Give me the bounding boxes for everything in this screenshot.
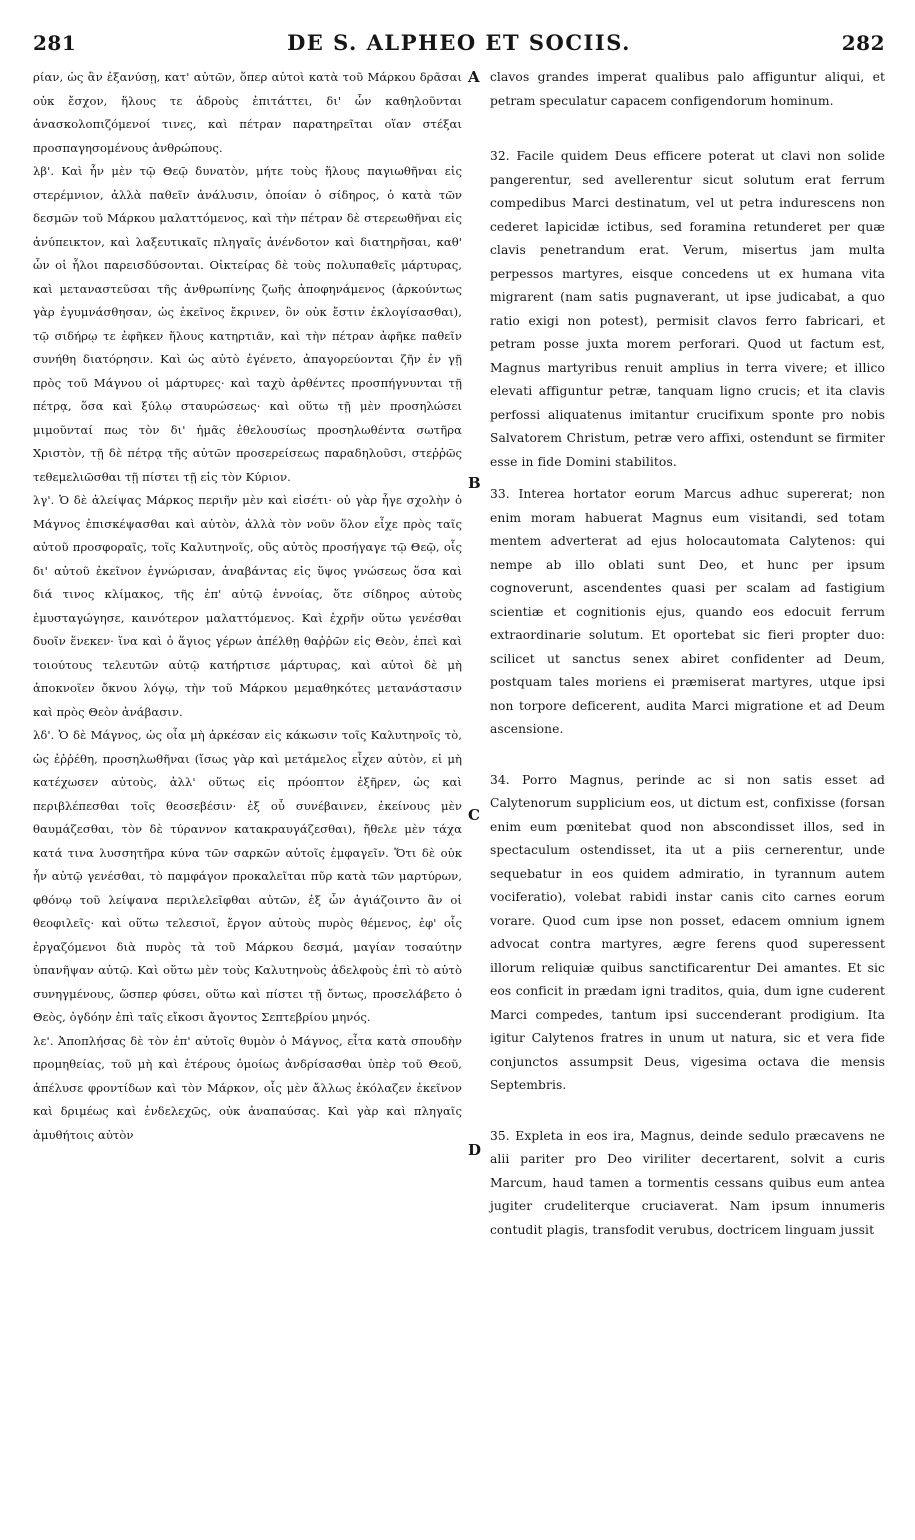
margin-gutter: [462, 66, 490, 1242]
paragraph-spacer: [490, 113, 885, 145]
latin-column: [490, 66, 885, 1242]
margin-marker-c: C: [468, 806, 480, 824]
right-page-number: 282: [841, 31, 885, 55]
greek-paragraph-33: λγ'. Ὁ δὲ ἀλείψας Μάρκος περιῆν μὲν καὶ εἰσέτι· οὐ γὰρ ἦγε σχολὴν ὁ Μάγνος ἐπισκέψασθαι καὶ αὐτὸν, ἀλλὰ τὸν νοῦν ὅλον εἶχε πρὸς ταῖς αὐτοῦ προσφοραῖς, τοῖς Καλυτηνοῖς, οὓς αὐτὸς προσήγαγε τῷ Θεῷ, οἷς δι' αὐτοῦ ἐκεῖνον ἐγνώρισαν, ἀναβάντας εἰς ὕψος γνώσεως ὅσα καὶ διά τινος κλίμακος, τῆς ἐπ' αὐτῷ ἐννοίας, ὅτε σίδηρος αὐτοὺς ἐμυσταγώγησε, καινότερον μαλαττόμενος. Καὶ ἐχρῆν οὕτω γενέσθαι δυοῖν ἕνεκεν· ἵνα καὶ ὁ ἅγιος γέρων ἀπέλθῃ θαῤῥῶν εἰς Θεὸν, ἐπεὶ καὶ τοιούτους τελευτῶν αὐτῷ κατήρτισε μάρτυρας, καὶ αὐτοὶ δὲ μὴ ἀποκνοῖεν ὄκνου λόγῳ, τὴν τοῦ Μάρκου μεμαθηκότες μετανάστασιν καὶ πρὸς Θεὸν ἀνάβασιν.: [33, 493, 462, 719]
latin-paragraph-32: 32. Facile quidem Deus efficere poterat ut clavi non solide pangerentur, sed avellerentur sicut solutum erat ferrum compedibus Marci destinatum, vel ut petra indurescens non cederet lapicidæ ictibus, sed foramina retunderet per quæ clavis penetrandum erat. Verum, misertus jam multa perpessos martyres, eisque concedens ut ex humana vita migrarent (nam satis pugnaverant, ut ipse judicabat, a quo ratio exigi non potest), permisit clavos ferro fabricari, et petram posse juxta morem perforari. Quod ut factum est, Magnus martyribus renuit amplius in terra vivere; et illico elevati affiguntur petræ, tanquam ligno crucis; et ita clavis perfossi aliquatenus imitantur crucifixum sponte pro nobis Salvatorem Christum, petræ vero affixi, ostendunt se firmiter esse in fide Domini stabilitos.: [489, 149, 886, 469]
latin-paragraph-34: 34. Porro Magnus, perinde ac si non satis esset ad Calytenorum supplicium eos, ut dictum est, confixisse (forsan enim eum pœnitebat quod non abscondisset illos, sed in spectaculum ostendisset, ita ut a piis cernerentur, unde sequebatur in eos quidem admiratio, in tyrannum autem vociferatio), volebat rabidi instar canis cito carnes eorum vorare. Quod cum ipse non posset, edacem omnium ignem advocat contra martyres, ægre ferens quod superessent illorum reliquiæ quibus sanctificarentur Dei amantes. Et sic eos conficit in prædam igni traditos, quia, dum igne cuderent Marci compedes, tantum ipsi succenderant prodigium. Ita igitur Calytenos fratres in unum ut natura, sic et vera fide conjunctos assumpsit Deus, vigesima octava die mensis Septembris.: [489, 772, 886, 1092]
margin-marker-b: B: [468, 474, 481, 492]
greek-paragraph-32: λβ'. Καὶ ἦν μὲν τῷ Θεῷ δυνατὸν, μήτε τοὺς ἥλους παγιωθῆναι εἰς στερέμνιον, ἀλλὰ παθεῖν ἀνάλυσιν, ὁποίαν ὁ σίδηρος, ὁ κατὰ τῶν δεσμῶν τοῦ Μάρκου μαλαττόμενος, καὶ τὴν πέτραν δὲ στερεωθῆναι εἰς ἀνύπεικτον, καὶ λαξευτικαῖς πληγαῖς ἀνένδοτον καὶ διατηρῆσαι, καθ' ὧν οἱ ἧλοι παρεισδύσονται. Οἰκτείρας δὲ τοὺς πολυπαθεῖς μάρτυρας, καὶ μεταναστεῦσαι τῆς ἀνθρωπίνης ζωῆς ἀποφηνάμενος (ἀρκούντως γὰρ ἐγυμνάσθησαν, ὡς ἐκεῖνος ἔκρινεν, ὃν οὐκ ἔστιν ἐκλογίσασθαι), τῷ σιδήρῳ τε ἐφῆκεν ἥλους κατηρτιᾶν, καὶ τὴν πέτραν ἀφῆκε παθεῖν συνήθη διατόρησιν. Καὶ ὡς αὐτὸ ἐγένετο, ἀπαγορεύονται ζῆν ἐν γῇ πρὸς τοῦ Μάγνου οἱ μάρτυρες· καὶ ταχὺ ἀρθέντες προσπήγνυνται τῇ πέτρᾳ, ὅσα καὶ ξύλῳ σταυρώσεως· καὶ οὕτω τῇ μὲν προσηλώσει μιμοῦνταί πως τὸν δι' ἡμᾶς ἐθελουσίως προσηλωθέντα σωτῆρα Χριστὸν, τῇ δὲ πέτρᾳ τῆς αὐτῶν προσερείσεως παραδηλοῦσι, στεῤῥῶς τεθεμελιῶσθαι τῇ πίστει τῇ εἰς τὸν Κύριον.: [33, 164, 462, 484]
running-title: DE S. ALPHEO ET SOCIIS.: [287, 30, 631, 55]
greek-paragraph-35: λε'. Ἀποπλήσας δὲ τὸν ἐπ' αὐτοῖς θυμὸν ὁ Μάγνος, εἶτα κατὰ σπουδὴν προμηθείας, τοῦ μὴ καὶ ἑτέρους ὁμοίως ἀνδρίσασθαι ὑπὲρ τοῦ Θεοῦ, ἀπέλυσε φροντίδων καὶ τὸν Μάρκον, οἷς μὲν ἄλλως ἐκόλαζεν ἐκεῖνον καὶ δριμέως καὶ ἐνδελεχῶς, οὐκ ἀναπαύσας. Καὶ γὰρ καὶ πληγαῖς ἀμυθήτοις αὐτὸν: [33, 1033, 462, 1142]
margin-marker-a: A: [468, 68, 480, 86]
two-column-body: [33, 66, 885, 1242]
greek-paragraph-34: λδ'. Ὁ δὲ Μάγνος, ὡς οἷα μὴ ἀρκέσαν εἰς κάκωσιν τοῖς Καλυτηνοῖς τὸ, ὡς ἐῤῥέθη, προσηλωθῆναι (ἴσως γὰρ καὶ μετάμελος εἶχεν αὐτὸν, εἰ μὴ κατέχωσεν αὐτοὺς, ἀλλ' οὕτως εἰς πρόοπτον ἐξῆρεν, ὡς καὶ περιβλέπεσθαι τοῖς θεοσεβέσιν· ἐξ οὗ συνέβαινεν, ἐκείνους μὲν θαυμάζεσθαι, τὸν δὲ τύραννον κατακραυγάζεσθαι), ἤθελε μὲν τάχα κατά τινα λυσσητῆρα κύνα τῶν σαρκῶν αὐτοῖς ἐμφαγεῖν. Ὅτι δὲ οὐκ ἦν αὐτῷ γενέσθαι, τὸ παμφάγον προκαλεῖται πῦρ κατὰ τῶν μαρτύρων, φθόνῳ τοῦ λείψανα περιλελεῖφθαι αὐτῶν, ἐξ ὧν ἁγιάζοιντο ἂν οἱ θεοφιλεῖς· καὶ οὕτω τελεσιοῖ, ἔργον αὐτοὺς πυρὸς θέμενος, ἐφ' οἷς ἐργαζόμενοι διὰ πυρὸς τὰ τοῦ Μάρκου δεσμά, μαγίαν τοσαύτην ὑπανῆψαν αὐτῷ. Καὶ οὕτω μὲν τοὺς Καλυτηνοὺς ἀδελφοὺς ἐπὶ τὸ αὐτὸ συνηγμένους, ὥσπερ φύσει, οὕτω καὶ πίστει τῇ ὄντως, προσελάβετο ὁ Θεὸς, ὀγδόην ἐπὶ ταῖς εἴκοσι ἄγοντος Σεπτεβρίου μηνός.: [33, 728, 462, 1024]
greek-paragraph-31-tail: ρίαν, ὡς ἂν ἐξανύσῃ, κατ' αὐτῶν, ὅπερ αὐτοὶ κατὰ τοῦ Μάρκου δρᾶσαι οὐκ ἔσχον, ἥλους τε ἁδροὺς ἐπιτάττει, δι' ὧν καθηλοῦνται ἀνασκολοπιζόμενοί τινες, καὶ πέτραν παρατηρεῖται οἵαν στέξαι προσπαγησομένους ἀνθρώπους.: [33, 70, 462, 155]
left-page-number: 281: [33, 31, 77, 55]
greek-column: [33, 66, 462, 1242]
paragraph-spacer: [490, 742, 885, 769]
latin-paragraph-33: 33. Interea hortator eorum Marcus adhuc supererat; non enim moram habuerat Magnus eum visitandi, sed totam mentem adverterat ad ejus holocautomata Calytenos: qui nempe ab illo oblati sunt Deo, et hunc per ipsum cognoverunt, ascendentes quasi per scalam ad fastigium scientiæ et cognitionis ejus, quando eos edocuit ferrum extraordinarie solutum. Et oportebat sic fieri propter duo: scilicet ut sanctus senex abiret confidenter ad Deum, postquam tales moriens ei præmiserat martyres, utque ipsi non torpore deficerent, audita Marci migratione et ad Deum ascensione.: [489, 487, 886, 736]
latin-paragraph-31-tail: clavos grandes imperat qualibus palo affiguntur aliqui, et petram speculatur capacem configendorum hominum.: [489, 70, 886, 108]
running-header: [33, 30, 885, 60]
paragraph-spacer: [490, 474, 885, 483]
margin-marker-d: D: [468, 1141, 482, 1159]
latin-paragraph-35: 35. Expleta in eos ira, Magnus, deinde sedulo præcavens ne alii pariter pro Deo viriliter decertarent, solvit a curis Marcum, haud tamen a tormentis cessans quibus eum antea jugiter crudeliterque cruciaverat. Nam ipsum innumeris contudit plagis, transfodit verubus, doctricem linguam jussit: [489, 1128, 886, 1237]
paragraph-spacer: [490, 1098, 885, 1125]
